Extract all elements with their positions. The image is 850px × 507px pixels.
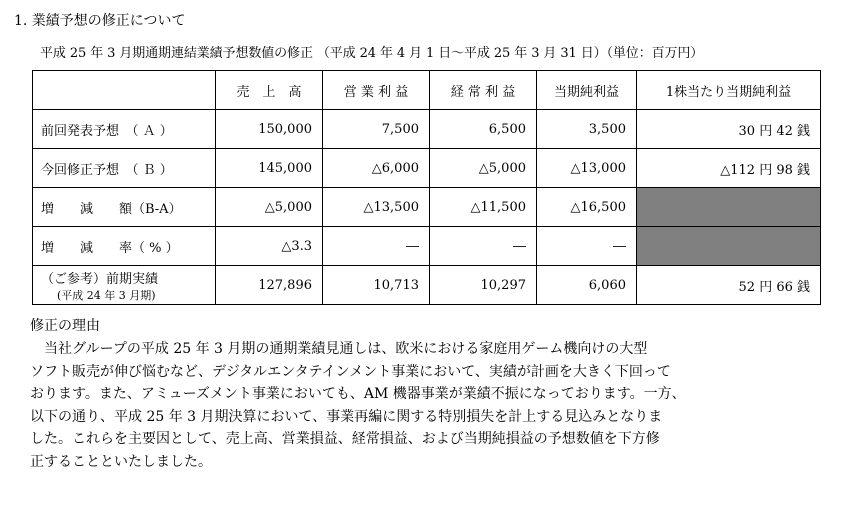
table-cell: △13,000 xyxy=(537,149,637,188)
column-header: 営 業 利 益 xyxy=(323,71,430,110)
table-cell: ― xyxy=(537,227,637,266)
row-label xyxy=(33,149,216,188)
column-header: 経 常 利 益 xyxy=(430,71,537,110)
table-cell: △6,000 xyxy=(323,149,430,188)
table-row xyxy=(33,227,821,266)
row-label xyxy=(33,110,216,149)
table-caption: 平成 25 年 3 月期通期連結業績予想数値の修正 （平成 24 年 4 月 1 日～平成 25 年 3 月 31 日）（単位：百万円） xyxy=(40,46,704,61)
table-cell: 10,713 xyxy=(323,266,430,305)
row-label-text: 増 減 率（ % ） xyxy=(41,240,179,256)
table-cell: △11,500 xyxy=(430,188,537,227)
table-cell: 52 円 66 銭 xyxy=(637,266,821,305)
shaded-cell xyxy=(637,188,821,227)
table-cell: 150,000 xyxy=(216,110,323,149)
column-header xyxy=(33,71,216,110)
table-cell: 145,000 xyxy=(216,149,323,188)
table-cell: 30 円 42 銭 xyxy=(637,110,821,149)
table-cell: 7,500 xyxy=(323,110,430,149)
column-header: 売 上 高 xyxy=(216,71,323,110)
row-sublabel: (平成 24 年 3 月期) xyxy=(57,288,156,302)
table-cell: ― xyxy=(323,227,430,266)
reason-line: 以下の通り、平成 25 年 3 月期決算において、事業再編に関する特別損失を計上する見込みとなりま xyxy=(30,408,663,425)
shaded-cell xyxy=(637,227,821,266)
table-cell: ― xyxy=(430,227,537,266)
row-label xyxy=(33,188,216,227)
table-row xyxy=(33,110,821,149)
table-cell: 6,500 xyxy=(430,110,537,149)
table-row xyxy=(33,188,821,227)
reason-line: おります。また、アミューズメント事業においても、AM 機器事業が業績不振になっております。一方、 xyxy=(30,386,686,403)
column-header: 1株当たり当期純利益 xyxy=(637,71,821,110)
table-header-row xyxy=(33,71,821,110)
reason-line: 正することといたしました。 xyxy=(30,453,212,470)
row-label xyxy=(33,266,216,305)
table-row xyxy=(33,149,821,188)
table-cell: △3.3 xyxy=(216,227,323,266)
forecast-table xyxy=(32,70,821,305)
section-title: 1. 業績予想の修正について xyxy=(14,13,186,29)
table-cell: △112 円 98 銭 xyxy=(637,149,821,188)
table-cell: △13,500 xyxy=(323,188,430,227)
reason-heading: 修正の理由 xyxy=(30,318,100,334)
row-label-text: 増 減 額（B-A） xyxy=(41,201,182,217)
reason-line: ソフト販売が伸び悩むなど、デジタルエンタテインメント事業において、実績が計画を大きく下回って xyxy=(30,363,671,380)
table-cell: 6,060 xyxy=(537,266,637,305)
table-cell: △5,000 xyxy=(216,188,323,227)
reason-line: 当社グループの平成 25 年 3 月期の通期業績見通しは、欧米における家庭用ゲーム機向けの大型 xyxy=(30,341,648,357)
row-label xyxy=(33,227,216,266)
table-cell: 3,500 xyxy=(537,110,637,149)
table-row xyxy=(33,266,821,305)
column-header: 当期純利益 xyxy=(537,71,637,110)
table-cell: △16,500 xyxy=(537,188,637,227)
reason-body xyxy=(30,338,750,474)
reason-line: した。これらを主要因として、売上高、営業損益、経常損益、および当期純損益の予想数値を下方修 xyxy=(30,431,660,448)
row-label-text: 今回修正予想 （ Ｂ ） xyxy=(41,162,173,178)
table-cell: 10,297 xyxy=(430,266,537,305)
row-label-text: 前回発表予想 （ Ａ ） xyxy=(41,123,173,139)
table-cell: 127,896 xyxy=(216,266,323,305)
row-label-text: （ご参考）前期実績 xyxy=(41,271,159,287)
table-cell: △5,000 xyxy=(430,149,537,188)
